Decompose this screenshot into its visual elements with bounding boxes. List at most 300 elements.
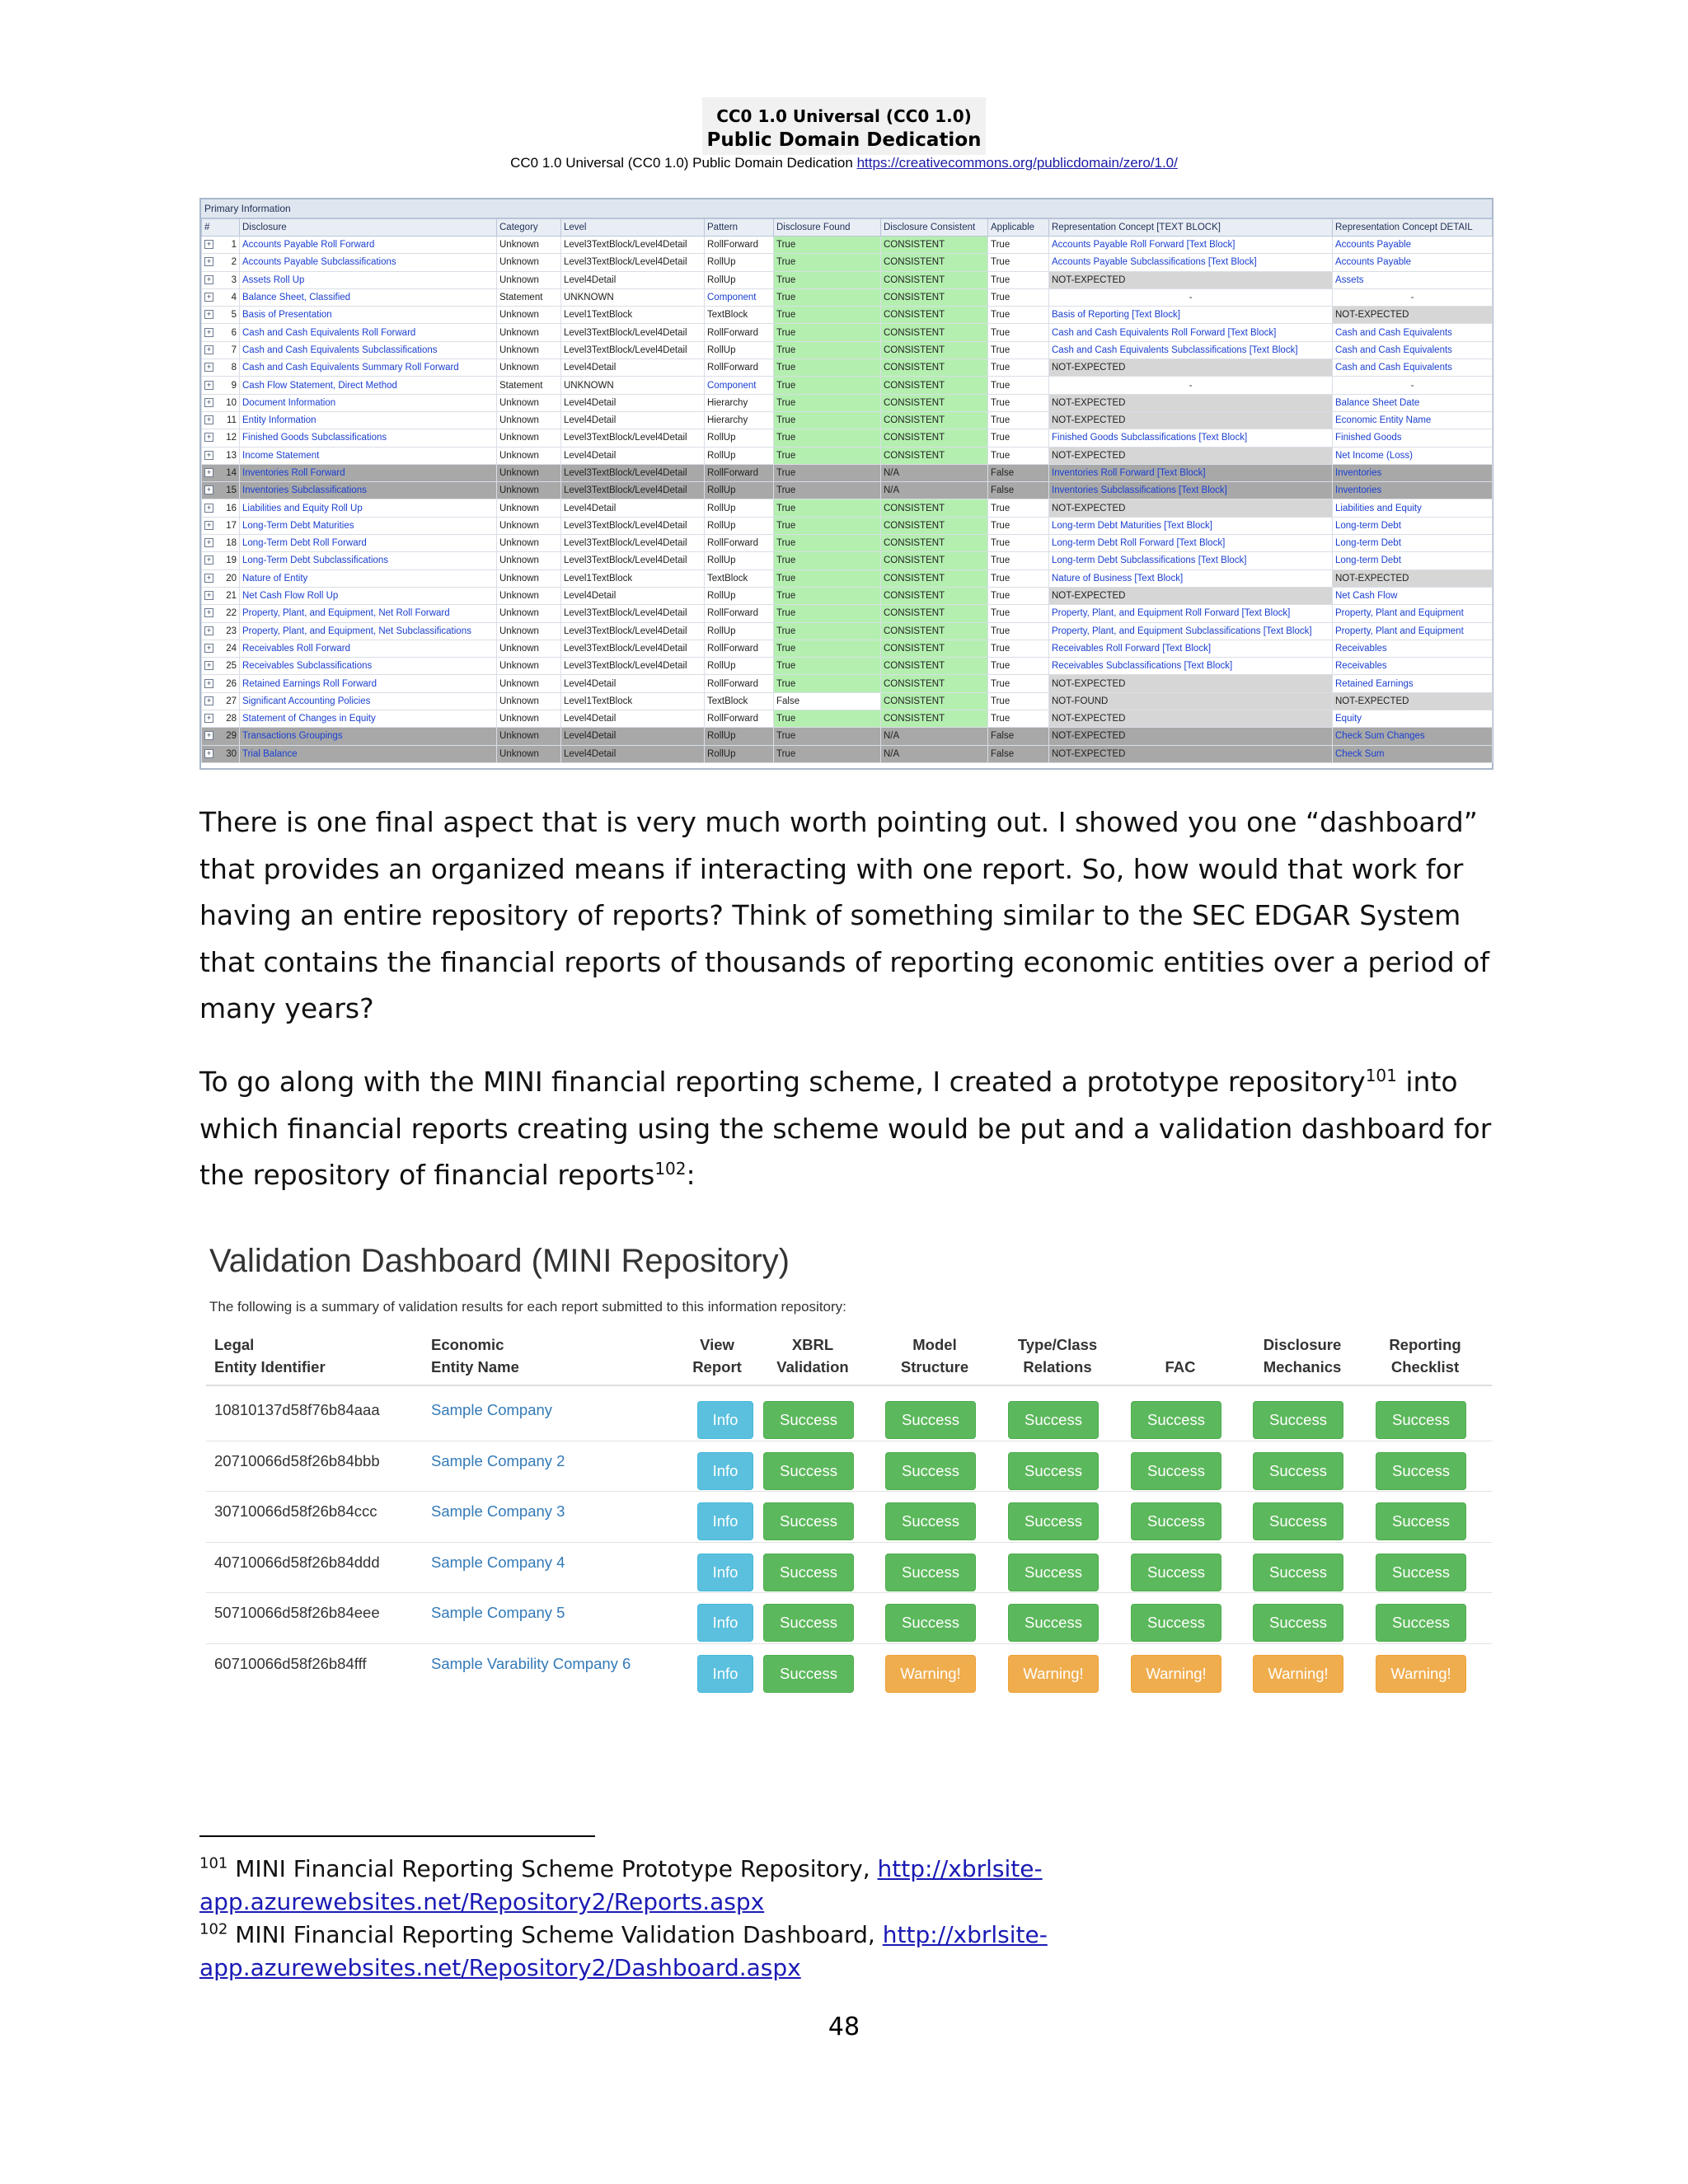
grid-cell: True (988, 271, 1049, 288)
grid-row-number: 7 (231, 344, 237, 355)
grid-cell: Unknown (497, 359, 561, 377)
grid-row-number: 10 (226, 397, 237, 408)
grid-cell: Long-Term Debt Subclassifications (240, 552, 497, 569)
validation-status-button[interactable]: Success (1008, 1401, 1099, 1439)
grid-row[interactable] (202, 728, 1493, 745)
grid-row[interactable] (202, 605, 1493, 622)
grid-row[interactable] (202, 288, 1493, 306)
expand-icon[interactable]: + (204, 504, 213, 513)
grid-row-number: 1 (231, 240, 237, 251)
grid-row-number: 29 (226, 731, 237, 742)
grid-cell: CONSISTENT (881, 254, 988, 271)
view-report-button[interactable]: Info (697, 1554, 753, 1591)
grid-row[interactable] (202, 569, 1493, 587)
legal-entity-identifier: 10810137d58f76b84aaa (214, 1401, 380, 1418)
legal-entity-identifier: 60710066d58f26b84fff (214, 1654, 367, 1672)
page-number: 48 (828, 2013, 860, 2041)
expand-icon[interactable]: + (204, 381, 213, 390)
entity-name-link[interactable]: Sample Company 2 (431, 1451, 565, 1469)
grid-cell: NOT-EXPECTED (1049, 587, 1333, 604)
grid-row[interactable] (202, 745, 1493, 762)
expand-icon[interactable]: + (204, 363, 213, 372)
grid-cell: Unknown (497, 499, 561, 517)
grid-cell-index (202, 341, 240, 359)
grid-cell: True (988, 288, 1049, 306)
grid-cell: Level4Detail (561, 447, 705, 464)
grid-cell: True (774, 359, 881, 377)
grid-cell-index (202, 552, 240, 569)
validation-status-button[interactable]: Success (1131, 1604, 1221, 1642)
validation-status-button[interactable]: Success (885, 1554, 976, 1591)
validation-status-button[interactable]: Success (1131, 1401, 1221, 1439)
grid-cell: True (988, 324, 1049, 341)
validation-status-button[interactable]: Success (1008, 1554, 1099, 1591)
validation-status-button[interactable]: Warning! (1008, 1655, 1099, 1693)
validation-status-button[interactable]: Warning! (1376, 1655, 1466, 1693)
grid-row[interactable] (202, 359, 1493, 377)
view-report-button[interactable]: Info (697, 1452, 753, 1490)
grid-row-number: 17 (226, 520, 237, 531)
validation-status-button[interactable]: Success (1376, 1452, 1466, 1490)
grid-cell: True (988, 411, 1049, 429)
dashboard-subtitle: The following is a summary of validation results for each report submitted to this information repository: (209, 1299, 846, 1315)
legal-entity-identifier: 30710066d58f26b84ccc (214, 1502, 377, 1520)
grid-row[interactable] (202, 587, 1493, 604)
grid-col-header[interactable]: Representation Concept DETAIL (1333, 219, 1493, 237)
header-economic-entity-name: Economic Entity Name (431, 1336, 519, 1376)
expand-icon[interactable]: + (204, 714, 213, 723)
grid-row[interactable] (202, 535, 1493, 552)
grid-cell: Long-Term Debt Maturities (240, 517, 497, 534)
grid-cell: Unknown (497, 254, 561, 271)
expand-icon[interactable]: + (204, 521, 213, 530)
validation-status-button[interactable]: Success (763, 1655, 854, 1693)
grid-cell: Cash and Cash Equivalents Subclassifications (240, 341, 497, 359)
grid-col-header[interactable]: Disclosure (240, 219, 497, 237)
grid-cell-index (202, 237, 240, 254)
grid-row-number: 27 (226, 696, 237, 706)
footnote-text: MINI Financial Reporting Scheme Prototype Repository, (227, 1855, 878, 1882)
grid-cell: True (774, 271, 881, 288)
grid-row-number: 2 (231, 257, 237, 268)
grid-cell-index (202, 429, 240, 447)
grid-row[interactable] (202, 271, 1493, 288)
cc0-license-link[interactable]: https://creativecommons.org/publicdomain/zero/1.0/ (856, 155, 1178, 171)
validation-status-button[interactable]: Success (1131, 1554, 1221, 1591)
grid-col-header[interactable]: # (202, 219, 240, 237)
footnote-101 (199, 1853, 1436, 1919)
grid-cell: Finished Goods Subclassifications (240, 429, 497, 447)
grid-cell: Transactions Groupings (240, 728, 497, 745)
validation-status-button[interactable]: Success (763, 1502, 854, 1540)
expand-icon[interactable]: + (204, 451, 213, 460)
expand-icon[interactable]: + (204, 608, 213, 617)
grid-cell: CONSISTENT (881, 569, 988, 587)
grid-cell: False (774, 692, 881, 710)
grid-cell: N/A (881, 728, 988, 745)
grid-cell: Accounts Payable Subclassifications (240, 254, 497, 271)
grid-row-number: 4 (231, 293, 237, 303)
grid-cell: Long-term Debt Maturities [Text Block] (1049, 517, 1333, 534)
grid-cell: RollUp (705, 271, 774, 288)
grid-cell: True (988, 237, 1049, 254)
validation-status-button[interactable]: Success (1376, 1604, 1466, 1642)
grid-cell: Statement of Changes in Equity (240, 710, 497, 728)
grid-cell: NOT-EXPECTED (1049, 745, 1333, 762)
grid-cell: Level4Detail (561, 710, 705, 728)
grid-cell: CONSISTENT (881, 535, 988, 552)
entity-name-link[interactable]: Sample Varability Company 6 (431, 1654, 631, 1672)
expand-icon[interactable]: + (204, 626, 213, 635)
grid-cell: CONSISTENT (881, 517, 988, 534)
validation-status-button[interactable]: Success (1253, 1452, 1343, 1490)
expand-icon[interactable]: + (204, 538, 213, 547)
validation-status-button[interactable]: Success (1253, 1401, 1343, 1439)
validation-status-button[interactable]: Success (1253, 1554, 1343, 1591)
grid-cell: True (988, 552, 1049, 569)
grid-cell: RollUp (705, 658, 774, 675)
cc0-title-line2: Public Domain Dedication (706, 129, 982, 151)
grid-cell: Level3TextBlock/Level4Detail (561, 237, 705, 254)
grid-cell: Level3TextBlock/Level4Detail (561, 605, 705, 622)
validation-status-button[interactable]: Success (1376, 1554, 1466, 1591)
grid-cell: Level4Detail (561, 728, 705, 745)
grid-cell: Component (705, 377, 774, 394)
expand-icon[interactable]: + (204, 275, 213, 284)
expand-icon[interactable]: + (204, 591, 213, 600)
grid-row[interactable] (202, 499, 1493, 517)
expand-icon[interactable]: + (204, 398, 213, 407)
grid-cell: TextBlock (705, 692, 774, 710)
grid-cell: Liabilities and Equity Roll Up (240, 499, 497, 517)
grid-cell: Entity Information (240, 411, 497, 429)
validation-status-button[interactable]: Warning! (1131, 1655, 1221, 1693)
expand-icon[interactable]: + (204, 661, 213, 670)
grid-col-header[interactable]: Representation Concept [TEXT BLOCK] (1049, 219, 1333, 237)
view-report-button[interactable]: Info (697, 1502, 753, 1540)
header-type-class-relations: Type/Class Relations (1017, 1336, 1098, 1376)
paragraph-text-b: into which financial reports creating using the scheme would be put and a validation dashboard for the repository of financial reports (199, 1066, 1492, 1191)
grid-cell: Unknown (497, 324, 561, 341)
grid-row[interactable] (202, 341, 1493, 359)
grid-cell-index (202, 394, 240, 411)
grid-row-number: 3 (231, 274, 237, 285)
grid-cell: NOT-EXPECTED (1049, 710, 1333, 728)
validation-status-button[interactable]: Success (1008, 1502, 1099, 1540)
grid-cell: Level4Detail (561, 587, 705, 604)
grid-row-number: 15 (226, 485, 237, 496)
grid-cell: Long-term Debt Subclassifications [Text Block] (1049, 552, 1333, 569)
expand-icon[interactable]: + (204, 644, 213, 653)
expand-icon[interactable]: + (204, 696, 213, 705)
expand-icon[interactable]: + (204, 731, 213, 740)
grid-cell: RollUp (705, 447, 774, 464)
validation-status-button[interactable]: Success (763, 1554, 854, 1591)
grid-cell: Economic Entity Name (1333, 411, 1493, 429)
grid-row[interactable] (202, 237, 1493, 254)
grid-row-number: 12 (226, 433, 237, 443)
validation-status-button[interactable]: Success (1131, 1502, 1221, 1540)
expand-icon[interactable]: + (204, 415, 213, 424)
grid-cell: Long-term Debt Roll Forward [Text Block] (1049, 535, 1333, 552)
grid-row-number: 26 (226, 678, 237, 689)
grid-cell: Retained Earnings Roll Forward (240, 675, 497, 692)
grid-row[interactable] (202, 377, 1493, 394)
grid-row[interactable] (202, 675, 1493, 692)
grid-cell: True (774, 728, 881, 745)
grid-cell-index (202, 447, 240, 464)
expand-icon[interactable]: + (204, 240, 213, 249)
grid-cell: Property, Plant and Equipment (1333, 622, 1493, 640)
expand-icon[interactable]: + (204, 257, 213, 266)
grid-cell-index (202, 622, 240, 640)
validation-status-button[interactable]: Success (885, 1452, 976, 1490)
grid-cell: True (988, 587, 1049, 604)
grid-cell: Unknown (497, 658, 561, 675)
header-fac: FAC (1165, 1358, 1196, 1376)
expand-icon[interactable]: + (204, 749, 213, 758)
grid-cell: Cash and Cash Equivalents Roll Forward (240, 324, 497, 341)
validation-status-button[interactable]: Success (1376, 1401, 1466, 1439)
footnote-link-part2[interactable]: app.azurewebsites.net/Repository2/Reports.aspx (199, 1888, 765, 1915)
validation-status-button[interactable]: Success (885, 1401, 976, 1439)
view-report-button[interactable]: Info (697, 1401, 753, 1439)
grid-cell-index (202, 464, 240, 481)
grid-col-header[interactable]: Applicable (988, 219, 1049, 237)
validation-status-button[interactable]: Success (1008, 1452, 1099, 1490)
grid-cell: RollForward (705, 535, 774, 552)
validation-status-button[interactable]: Success (1253, 1502, 1343, 1540)
grid-col-header[interactable]: Level (561, 219, 705, 237)
paragraph-repository-intro (199, 1059, 1493, 1199)
grid-cell: Level4Detail (561, 359, 705, 377)
grid-col-header[interactable]: Disclosure Found (774, 219, 881, 237)
validation-status-button[interactable]: Success (1253, 1604, 1343, 1642)
validation-status-button[interactable]: Success (763, 1604, 854, 1642)
grid-cell: Unknown (497, 482, 561, 499)
grid-row[interactable] (202, 710, 1493, 728)
grid-cell: True (774, 394, 881, 411)
grid-cell: Receivables Roll Forward [Text Block] (1049, 640, 1333, 657)
view-report-button[interactable]: Info (697, 1604, 753, 1642)
grid-cell: Level4Detail (561, 499, 705, 517)
row-divider (206, 1592, 1492, 1593)
grid-cell: CONSISTENT (881, 288, 988, 306)
grid-body (202, 237, 1493, 763)
grid-row[interactable] (202, 692, 1493, 710)
expand-icon[interactable]: + (204, 328, 213, 337)
paragraph-text-a: To go along with the MINI financial reporting scheme, I created a prototype repository (199, 1066, 1366, 1098)
footnote-link-part2[interactable]: app.azurewebsites.net/Repository2/Dashboard.aspx (199, 1954, 801, 1981)
entity-name-link[interactable]: Sample Company 3 (431, 1502, 565, 1520)
expand-icon[interactable]: + (204, 679, 213, 688)
validation-status-button[interactable]: Success (885, 1604, 976, 1642)
grid-row[interactable] (202, 411, 1493, 429)
grid-cell-index (202, 499, 240, 517)
validation-status-button[interactable]: Success (763, 1452, 854, 1490)
grid-cell: Unknown (497, 710, 561, 728)
header-view-report: View Report (692, 1336, 742, 1376)
grid-cell: Check Sum Changes (1333, 728, 1493, 745)
grid-cell: Unknown (497, 622, 561, 640)
grid-cell: Assets Roll Up (240, 271, 497, 288)
grid-cell: RollUp (705, 745, 774, 762)
entity-name-link[interactable]: Sample Company 5 (431, 1604, 565, 1621)
grid-cell: Unknown (497, 447, 561, 464)
grid-row-number: 9 (231, 380, 237, 391)
grid-cell: True (988, 517, 1049, 534)
grid-cell: Document Information (240, 394, 497, 411)
grid-row[interactable] (202, 482, 1493, 499)
grid-cell: Balance Sheet, Classified (240, 288, 497, 306)
grid-cell: Receivables Subclassifications (240, 658, 497, 675)
grid-cell: N/A (881, 464, 988, 481)
validation-status-button[interactable]: Success (1008, 1604, 1099, 1642)
grid-cell: Unknown (497, 640, 561, 657)
expand-icon[interactable]: + (204, 345, 213, 354)
grid-cell: Level3TextBlock/Level4Detail (561, 324, 705, 341)
grid-cell-index (202, 411, 240, 429)
grid-cell: True (988, 429, 1049, 447)
grid-cell-index (202, 587, 240, 604)
validation-status-button[interactable]: Success (885, 1502, 976, 1540)
grid-col-header[interactable]: Pattern (705, 219, 774, 237)
validation-status-button[interactable]: Success (1376, 1502, 1466, 1540)
grid-cell: - (1333, 288, 1493, 306)
grid-cell: CONSISTENT (881, 411, 988, 429)
grid-cell: True (774, 341, 881, 359)
grid-cell: CONSISTENT (881, 640, 988, 657)
footnote-link-part1[interactable]: http://xbrlsite- (877, 1855, 1043, 1882)
view-report-button[interactable]: Info (697, 1655, 753, 1693)
grid-cell: UNKNOWN (561, 288, 705, 306)
grid-cell: Finished Goods Subclassifications [Text Block] (1049, 429, 1333, 447)
header-legal-entity-identifier: Legal Entity Identifier (214, 1336, 326, 1376)
grid-row[interactable] (202, 552, 1493, 569)
grid-cell: Property, Plant, and Equipment Subclassifications [Text Block] (1049, 622, 1333, 640)
grid-cell: Level4Detail (561, 675, 705, 692)
grid-row[interactable] (202, 658, 1493, 675)
grid-cell-index (202, 640, 240, 657)
grid-cell: Cash and Cash Equivalents (1333, 359, 1493, 377)
grid-cell: NOT-EXPECTED (1049, 394, 1333, 411)
grid-cell: True (774, 288, 881, 306)
grid-cell: RollForward (705, 710, 774, 728)
grid-cell: True (774, 499, 881, 517)
grid-cell: Inventories (1333, 482, 1493, 499)
entity-name-link[interactable]: Sample Company 4 (431, 1553, 565, 1571)
grid-cell: True (774, 569, 881, 587)
grid-cell: True (774, 429, 881, 447)
grid-cell: Accounts Payable Roll Forward (240, 237, 497, 254)
grid-cell-index (202, 710, 240, 728)
legal-entity-identifier: 50710066d58f26b84eee (214, 1604, 380, 1621)
grid-row[interactable] (202, 517, 1493, 534)
grid-cell: CONSISTENT (881, 499, 988, 517)
grid-cell: True (988, 377, 1049, 394)
validation-status-button[interactable]: Warning! (885, 1655, 976, 1693)
grid-row[interactable] (202, 622, 1493, 640)
grid-cell: NOT-EXPECTED (1049, 499, 1333, 517)
grid-cell-index (202, 271, 240, 288)
grid-cell: True (988, 447, 1049, 464)
cc0-subtitle (0, 154, 1688, 172)
grid-cell: UNKNOWN (561, 377, 705, 394)
grid-row[interactable] (202, 464, 1493, 481)
grid-cell: Level3TextBlock/Level4Detail (561, 254, 705, 271)
grid-row-number: 25 (226, 661, 237, 672)
grid-row[interactable] (202, 307, 1493, 324)
grid-cell: Unknown (497, 464, 561, 481)
grid-cell: CONSISTENT (881, 447, 988, 464)
grid-cell-index (202, 658, 240, 675)
grid-row[interactable] (202, 394, 1493, 411)
grid-cell: Nature of Business [Text Block] (1049, 569, 1333, 587)
entity-name-link[interactable]: Sample Company (431, 1401, 553, 1418)
grid-cell: True (988, 341, 1049, 359)
expand-icon[interactable]: + (204, 574, 213, 583)
grid-cell: Significant Accounting Policies (240, 692, 497, 710)
footnote-ref-101: 101 (1365, 1066, 1397, 1085)
grid-cell: CONSISTENT (881, 394, 988, 411)
grid-cell: Level3TextBlock/Level4Detail (561, 482, 705, 499)
grid-cell: Trial Balance (240, 745, 497, 762)
expand-icon[interactable]: + (204, 293, 213, 302)
grid-cell: Unknown (497, 692, 561, 710)
grid-cell: RollUp (705, 482, 774, 499)
grid-cell: CONSISTENT (881, 605, 988, 622)
grid-row[interactable] (202, 324, 1493, 341)
grid-cell: RollForward (705, 640, 774, 657)
grid-cell: Inventories Roll Forward [Text Block] (1049, 464, 1333, 481)
validation-status-button[interactable]: Success (763, 1401, 854, 1439)
grid-cell: RollUp (705, 429, 774, 447)
grid-row[interactable] (202, 640, 1493, 657)
expand-icon[interactable]: + (204, 555, 213, 565)
grid-cell: True (774, 552, 881, 569)
grid-cell: Level4Detail (561, 271, 705, 288)
expand-icon[interactable]: + (204, 310, 213, 319)
grid-cell: True (774, 658, 881, 675)
expand-icon[interactable]: + (204, 468, 213, 477)
expand-icon[interactable]: + (204, 433, 213, 442)
grid-cell: True (988, 622, 1049, 640)
grid-cell-index (202, 482, 240, 499)
grid-row[interactable] (202, 429, 1493, 447)
validation-status-button[interactable]: Warning! (1253, 1655, 1343, 1693)
grid-cell: False (988, 464, 1049, 481)
grid-col-header[interactable]: Disclosure Consistent (881, 219, 988, 237)
footnote-link-part1[interactable]: http://xbrlsite- (882, 1921, 1048, 1948)
grid-row[interactable] (202, 254, 1493, 271)
grid-cell: Finished Goods (1333, 429, 1493, 447)
grid-cell: Receivables Subclassifications [Text Block] (1049, 658, 1333, 675)
grid-row[interactable] (202, 447, 1493, 464)
grid-row-number: 11 (227, 415, 237, 426)
grid-cell: Unknown (497, 552, 561, 569)
grid-cell: RollForward (705, 605, 774, 622)
grid-cell: CONSISTENT (881, 675, 988, 692)
grid-col-header[interactable]: Category (497, 219, 561, 237)
grid-cell: Level3TextBlock/Level4Detail (561, 622, 705, 640)
grid-cell: True (988, 675, 1049, 692)
grid-cell: Cash and Cash Equivalents Roll Forward [Text Block] (1049, 324, 1333, 341)
expand-icon[interactable]: + (204, 485, 213, 494)
grid-cell: CONSISTENT (881, 622, 988, 640)
validation-status-button[interactable]: Success (1131, 1452, 1221, 1490)
grid-row-number: 23 (226, 626, 237, 636)
grid-cell: NOT-EXPECTED (1049, 271, 1333, 288)
